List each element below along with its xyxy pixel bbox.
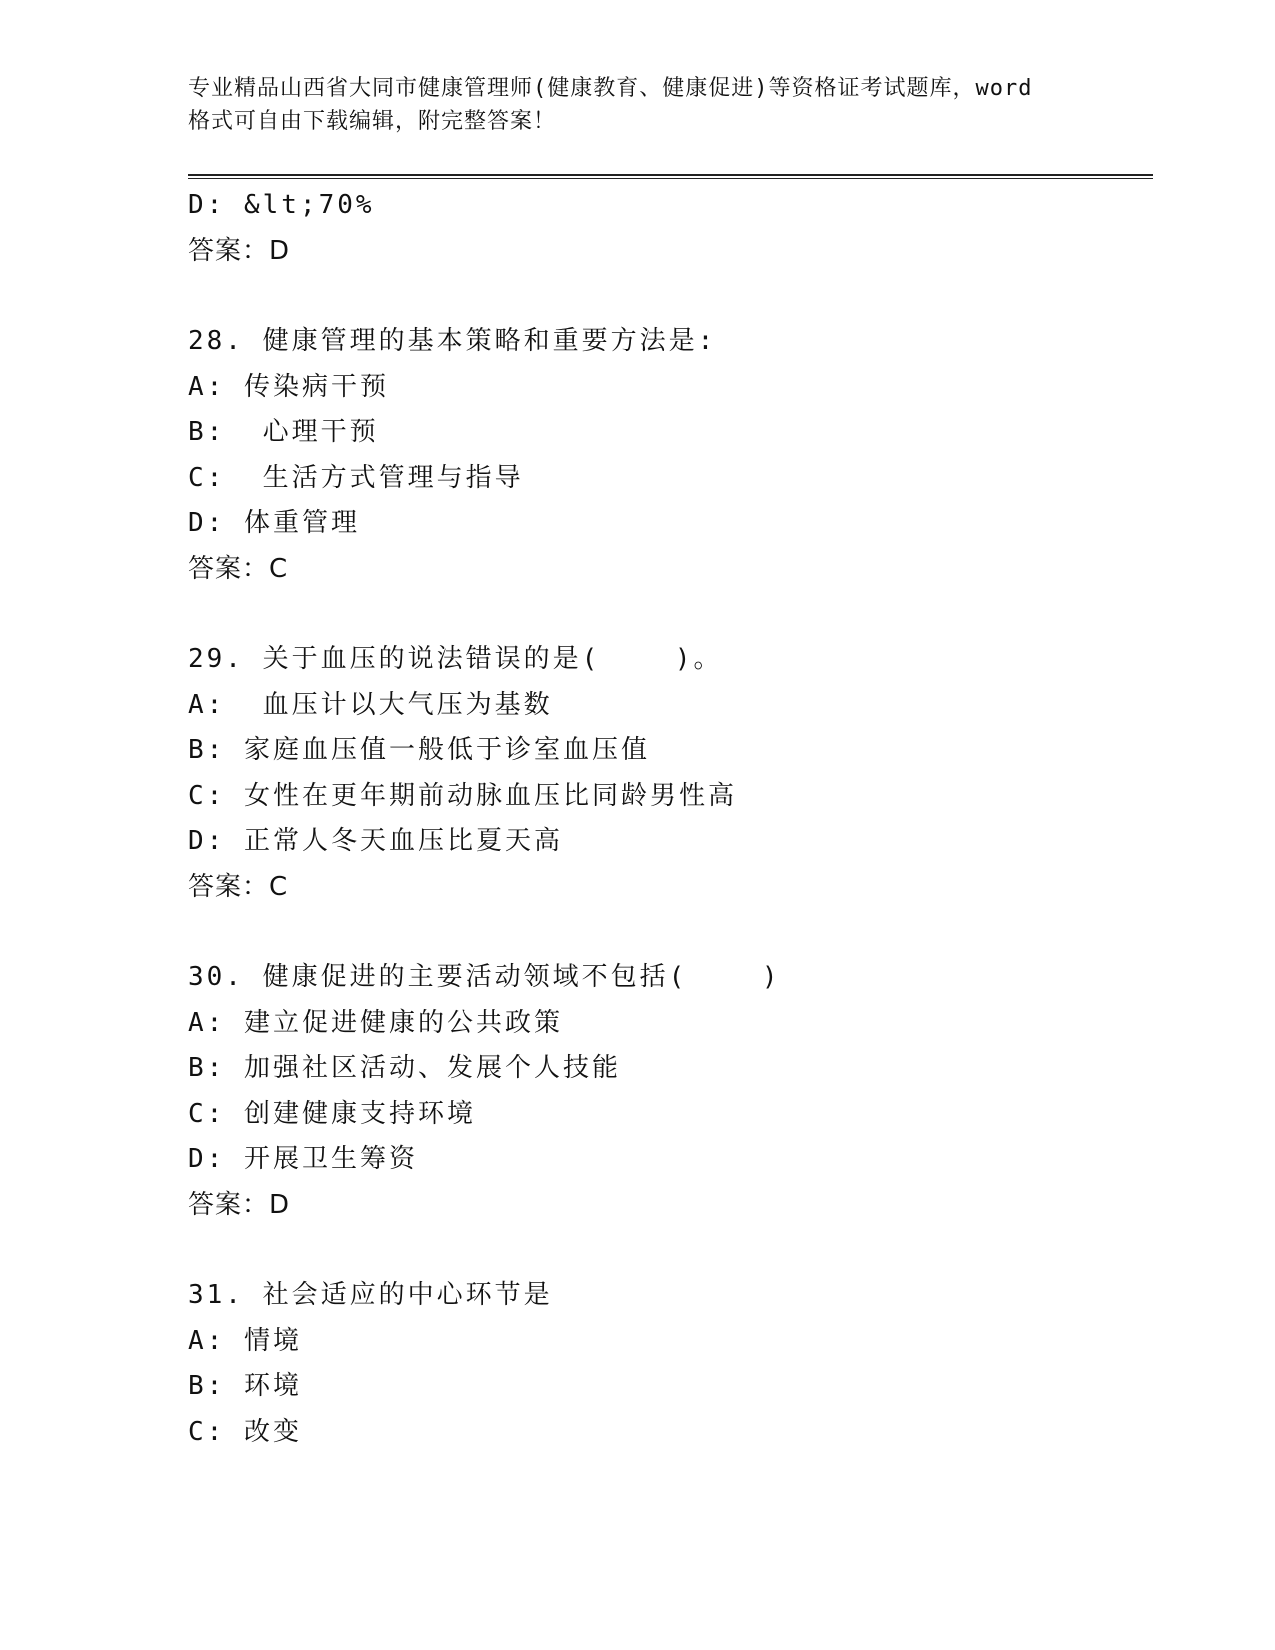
option-d: D: 体重管理 — [188, 508, 360, 538]
question-stem: 28. 健康管理的基本策略和重要方法是: — [188, 326, 717, 356]
option-d: D: 正常人冬天血压比夏天高 — [188, 826, 563, 856]
option-a: A: 情境 — [188, 1325, 302, 1356]
option-b: B: 环境 — [188, 1371, 302, 1401]
document-header — [188, 72, 1153, 142]
answer-text: 答案：C — [188, 553, 289, 584]
answer-text: 答案：D — [188, 235, 291, 266]
option-b: B: 家庭血压值一般低于诊室血压值 — [188, 735, 650, 765]
option-c: C: 改变 — [188, 1416, 302, 1447]
option-b: B: 加强社区活动、发展个人技能 — [188, 1053, 621, 1083]
header-line-1: 专业精品山西省大同市健康管理师(健康教育、健康促进)等资格证考试题库，word — [188, 76, 1033, 101]
question-stem: 31. 社会适应的中心环节是 — [188, 1280, 553, 1310]
option-d: D: &lt;70% — [188, 190, 375, 220]
question-stem: 30. 健康促进的主要活动领域不包括( ) — [188, 962, 781, 992]
answer-text: 答案：C — [188, 871, 289, 902]
option-a: A: 传染病干预 — [188, 371, 389, 402]
option-a: A: 血压计以大气压为基数 — [188, 689, 553, 720]
option-b: B: 心理干预 — [188, 417, 379, 447]
question-stem: 29. 关于血压的说法错误的是( )。 — [188, 644, 723, 674]
option-d: D: 开展卫生筹资 — [188, 1144, 418, 1174]
answer-text: 答案：D — [188, 1189, 291, 1220]
header-line-2: 格式可自由下载编辑，附完整答案！ — [188, 109, 557, 134]
option-a: A: 建立促进健康的公共政策 — [188, 1007, 563, 1038]
option-c: C: 创建健康支持环境 — [188, 1098, 476, 1129]
option-c: C: 女性在更年期前动脉血压比同龄男性高 — [188, 780, 737, 811]
question-list — [188, 183, 1153, 1455]
header-divider — [188, 174, 1153, 179]
option-c: C: 生活方式管理与指导 — [188, 462, 524, 493]
document-page — [188, 72, 1153, 1455]
